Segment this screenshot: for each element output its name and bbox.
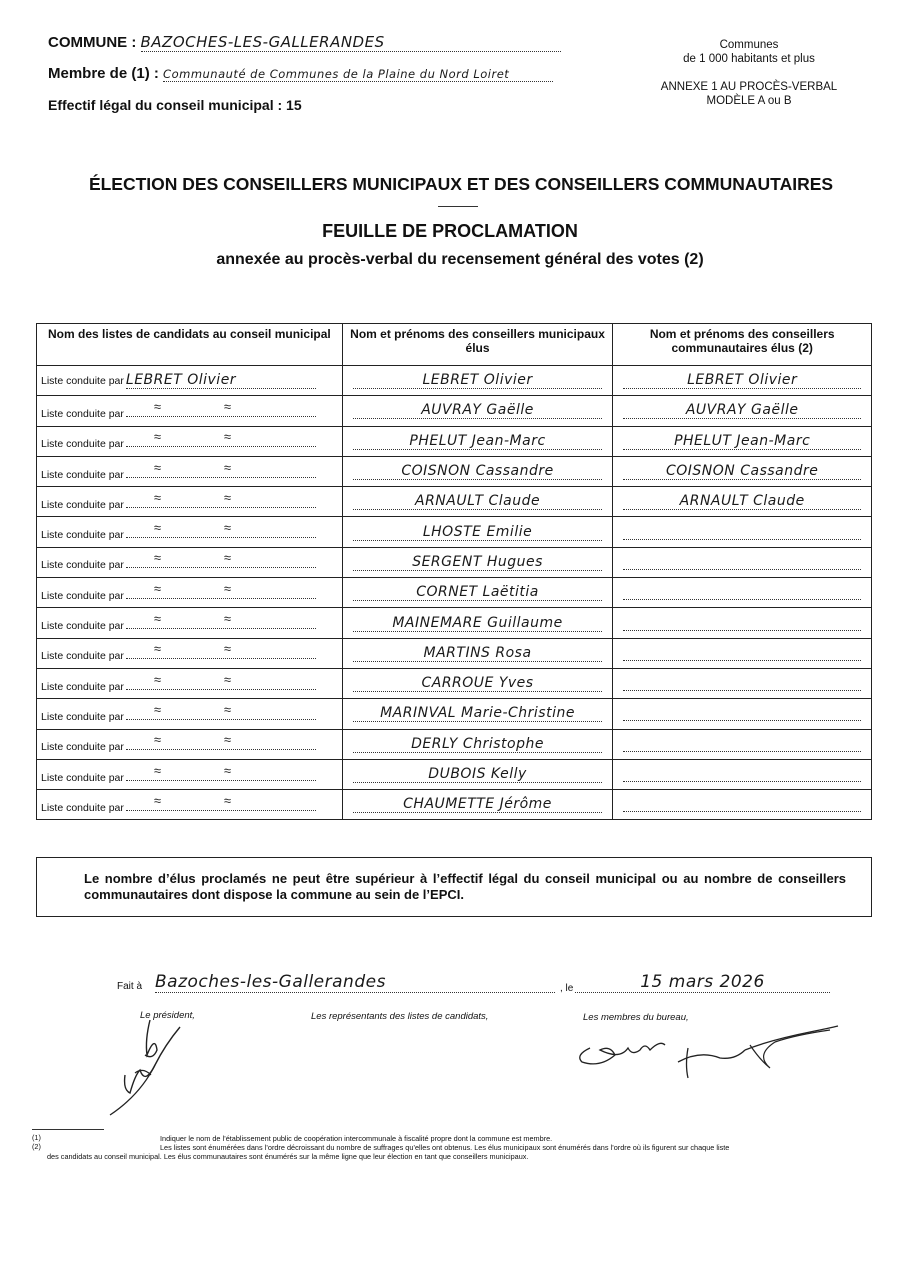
ditto-mark: ≈ [153, 550, 162, 566]
conseiller-municipal-name: DUBOIS Kelly [353, 766, 603, 783]
ditto-mark: ≈ [223, 701, 232, 717]
empty-dotted-line [623, 646, 861, 661]
membre-line [48, 65, 553, 82]
ditto-marks [126, 489, 316, 508]
title-divider [438, 206, 478, 207]
cell-liste [37, 396, 343, 426]
right-line-4: MODÈLE A ou B [706, 95, 792, 107]
empty-dotted-line [623, 555, 861, 570]
cell-liste [37, 578, 343, 608]
liste-conduite-label: Liste conduite par [41, 710, 124, 723]
cell-liste [37, 608, 343, 638]
table-row [37, 608, 872, 638]
empty-dotted-line [623, 676, 861, 691]
empty-dotted-line [623, 767, 861, 782]
bureau-signatures [570, 1020, 845, 1085]
cell-communautaire [613, 608, 872, 638]
footnote-1: Indiquer le nom de l’établissement public de coopération intercommunale à fiscalité propre dont la commune est membre. [160, 1134, 553, 1143]
commune-line [48, 33, 561, 52]
table-row [37, 699, 872, 729]
ditto-mark: ≈ [153, 580, 162, 596]
right-line-3: ANNEXE 1 AU PROCÈS-VERBAL [660, 81, 838, 93]
cell-liste [37, 487, 343, 517]
table-row [37, 426, 872, 456]
ditto-mark: ≈ [153, 792, 162, 808]
cell-municipal [342, 608, 613, 638]
empty-dotted-line [623, 737, 861, 752]
table-row [37, 578, 872, 608]
cell-communautaire [613, 578, 872, 608]
conseiller-municipal-name: CARROUE Yves [353, 675, 603, 692]
cell-municipal [342, 699, 613, 729]
footnote-1-mark: (1) [32, 1133, 41, 1142]
cell-communautaire [613, 790, 872, 820]
ditto-mark: ≈ [223, 732, 232, 748]
footnote-2a: Les listes sont énumérées dans l’ordre décroissant du nombre de suffrages qu’elles ont obtenus. Les élus municipaux sont énumérés dans l’ordre où ils figurent sur chaque liste [160, 1143, 730, 1152]
fait-place: Bazoches-les-Gallerandes [155, 972, 555, 993]
ditto-mark: ≈ [153, 520, 162, 536]
cell-communautaire [613, 547, 872, 577]
cell-municipal [342, 396, 613, 426]
liste-conduite-label: Liste conduite par [41, 559, 124, 572]
conseiller-municipal-name: CORNET Laëtitia [353, 584, 603, 601]
table-row [37, 638, 872, 668]
footnote-2-mark: (2) [32, 1142, 41, 1151]
table-header-row [37, 324, 872, 366]
cell-communautaire [613, 699, 872, 729]
ditto-mark: ≈ [153, 762, 162, 778]
cell-liste [37, 699, 343, 729]
conseiller-communautaire-name: PHELUT Jean-Marc [623, 433, 861, 450]
liste-conduite-label: Liste conduite par [41, 407, 124, 420]
cell-municipal [342, 487, 613, 517]
conseiller-municipal-name: CHAUMETTE Jérôme [353, 796, 603, 813]
president-label: Le président, [140, 1010, 195, 1021]
liste-conduite-label: Liste conduite par [41, 650, 124, 663]
conseiller-municipal-name: SERGENT Hugues [353, 554, 603, 571]
conseiller-municipal-name: AUVRAY Gaëlle [353, 402, 603, 419]
table-row [37, 396, 872, 426]
liste-conduite-label: Liste conduite par [41, 680, 124, 693]
ditto-mark: ≈ [223, 762, 232, 778]
empty-dotted-line [623, 585, 861, 600]
ditto-mark: ≈ [153, 398, 162, 414]
membre-note: (1) : [131, 65, 159, 82]
liste-conduite-label: Liste conduite par [41, 771, 124, 784]
table-row [37, 759, 872, 789]
conseiller-communautaire-name: AUVRAY Gaëlle [623, 402, 861, 419]
page-subsubtitle: annexée au procès-verbal du recensement général des votes (2) [216, 251, 704, 268]
membre-label: Membre de [48, 65, 128, 82]
right-line-1: Communes [719, 39, 779, 51]
cell-liste [37, 759, 343, 789]
cell-communautaire [613, 759, 872, 789]
conseiller-municipal-name: MARTINS Rosa [353, 645, 603, 662]
cell-municipal [342, 366, 613, 396]
cell-municipal [342, 456, 613, 486]
cell-liste [37, 547, 343, 577]
header-communautaires: Nom et prénoms des conseillers communautaires élus (2) [613, 324, 872, 366]
ditto-mark: ≈ [223, 459, 232, 475]
ditto-mark: ≈ [223, 671, 232, 687]
liste-conduite-label: Liste conduite par [41, 589, 124, 602]
conseiller-communautaire-name: LEBRET Olivier [623, 372, 861, 389]
date-label: , le [560, 983, 574, 994]
header-listes: Nom des listes de candidats au conseil municipal [37, 324, 343, 366]
cell-communautaire [613, 668, 872, 698]
cell-communautaire [613, 456, 872, 486]
ditto-mark: ≈ [223, 398, 232, 414]
page-subtitle: FEUILLE DE PROCLAMATION [322, 221, 578, 241]
empty-dotted-line [623, 797, 861, 812]
table-row [37, 517, 872, 547]
cell-municipal [342, 517, 613, 547]
ditto-marks [126, 398, 316, 417]
cell-communautaire [613, 396, 872, 426]
cell-liste [37, 456, 343, 486]
ditto-mark: ≈ [153, 611, 162, 627]
cell-liste [37, 366, 343, 396]
liste-conduite-label: Liste conduite par [41, 468, 124, 481]
ditto-marks [126, 671, 316, 690]
liste-conduite-label: Liste conduite par [41, 375, 124, 388]
ditto-mark: ≈ [223, 580, 232, 596]
footnote-2b: des candidats au conseil municipal. Les élus communautaires sont énumérés sur la même ligne que leur élection en tant que conseillers municipaux. [47, 1152, 529, 1161]
ditto-mark: ≈ [153, 671, 162, 687]
conseiller-communautaire-name: ARNAULT Claude [623, 493, 861, 510]
cell-municipal [342, 426, 613, 456]
ditto-marks [126, 701, 316, 720]
fait-label: Fait à [117, 981, 143, 992]
liste-conduite-label: Liste conduite par [41, 498, 124, 511]
ditto-mark: ≈ [153, 429, 162, 445]
conseiller-municipal-name: LHOSTE Emilie [353, 524, 603, 541]
ditto-marks [126, 641, 316, 659]
ditto-marks [126, 550, 316, 568]
cell-municipal [342, 790, 613, 820]
ditto-marks [126, 792, 316, 811]
ditto-mark: ≈ [223, 489, 232, 505]
cell-municipal [342, 729, 613, 759]
footnote-rule [32, 1129, 104, 1130]
cell-communautaire [613, 729, 872, 759]
ditto-mark: ≈ [223, 550, 232, 566]
cell-municipal [342, 578, 613, 608]
ditto-mark: ≈ [223, 520, 232, 536]
cell-municipal [342, 638, 613, 668]
empty-dotted-line [623, 706, 861, 721]
membre-value: Communauté de Communes de la Plaine du Nord Loiret [163, 67, 553, 82]
cell-liste [37, 517, 343, 547]
cell-communautaire [613, 517, 872, 547]
ditto-mark: ≈ [153, 732, 162, 748]
cell-liste [37, 426, 343, 456]
notice-text: Le nombre d’élus proclamés ne peut être supérieur à l’effectif légal du conseil municipal ou au nombre de conseillers communautaires dont dispose la commune au sein de l’EPCI. [84, 871, 846, 902]
proclamation-table [36, 323, 872, 820]
conseiller-municipal-name: DERLY Christophe [353, 736, 603, 753]
page-title: ÉLECTION DES CONSEILLERS MUNICIPAUX ET DES CONSEILLERS COMMUNAUTAIRES [88, 174, 834, 194]
conseiller-communautaire-name: COISNON Cassandre [623, 463, 861, 480]
table-row [37, 456, 872, 486]
liste-conduite-label: Liste conduite par [41, 529, 124, 542]
cell-municipal [342, 668, 613, 698]
ditto-marks [126, 580, 316, 599]
cell-liste [37, 729, 343, 759]
cell-communautaire [613, 366, 872, 396]
conseiller-municipal-name: PHELUT Jean-Marc [353, 433, 603, 450]
conseiller-municipal-name: COISNON Cassandre [353, 463, 603, 480]
bureau-label: Les membres du bureau, [583, 1012, 689, 1023]
effectif-legal: Effectif légal du conseil municipal : 15 [48, 97, 302, 113]
table-row [37, 729, 872, 759]
cell-municipal [342, 547, 613, 577]
table-row [37, 790, 872, 820]
ditto-marks [126, 762, 316, 781]
date-value: 15 mars 2026 [575, 972, 830, 993]
cell-communautaire [613, 638, 872, 668]
table-row [37, 487, 872, 517]
commune-value: BAZOCHES-LES-GALLERANDES [141, 33, 561, 52]
right-line-2: de 1 000 habitants et plus [683, 53, 815, 65]
table-body [37, 366, 872, 820]
conseiller-municipal-name: MARINVAL Marie-Christine [353, 705, 603, 722]
ditto-mark: ≈ [153, 459, 162, 475]
ditto-marks [126, 611, 316, 629]
empty-dotted-line [623, 616, 861, 631]
table-row [37, 366, 872, 396]
header-municipaux: Nom et prénoms des conseillers municipaux élus [342, 324, 613, 366]
liste-leader-value: LEBRET Olivier [126, 372, 316, 389]
ditto-mark: ≈ [153, 489, 162, 505]
ditto-marks [126, 429, 316, 447]
president-signature [95, 1015, 205, 1120]
ditto-marks [126, 520, 316, 538]
ditto-marks [126, 459, 316, 478]
ditto-mark: ≈ [153, 701, 162, 717]
ditto-mark: ≈ [223, 792, 232, 808]
liste-conduite-label: Liste conduite par [41, 741, 124, 754]
header-right-block [640, 38, 858, 108]
table-row [37, 668, 872, 698]
ditto-mark: ≈ [223, 429, 232, 445]
liste-conduite-label: Liste conduite par [41, 620, 124, 633]
liste-conduite-label: Liste conduite par [41, 801, 124, 814]
cell-liste [37, 638, 343, 668]
ditto-mark: ≈ [223, 611, 232, 627]
cell-liste [37, 668, 343, 698]
empty-dotted-line [623, 525, 861, 540]
ditto-mark: ≈ [223, 641, 232, 657]
ditto-mark: ≈ [153, 641, 162, 657]
cell-municipal [342, 759, 613, 789]
cell-communautaire [613, 426, 872, 456]
conseiller-municipal-name: ARNAULT Claude [353, 493, 603, 510]
liste-conduite-label: Liste conduite par [41, 438, 124, 451]
representants-label: Les représentants des listes de candidats, [311, 1011, 489, 1022]
cell-liste [37, 790, 343, 820]
cell-communautaire [613, 487, 872, 517]
table-row [37, 547, 872, 577]
ditto-marks [126, 732, 316, 750]
conseiller-municipal-name: MAINEMARE Guillaume [353, 615, 603, 632]
commune-label: COMMUNE : [48, 34, 137, 51]
conseiller-municipal-name: LEBRET Olivier [353, 372, 603, 389]
